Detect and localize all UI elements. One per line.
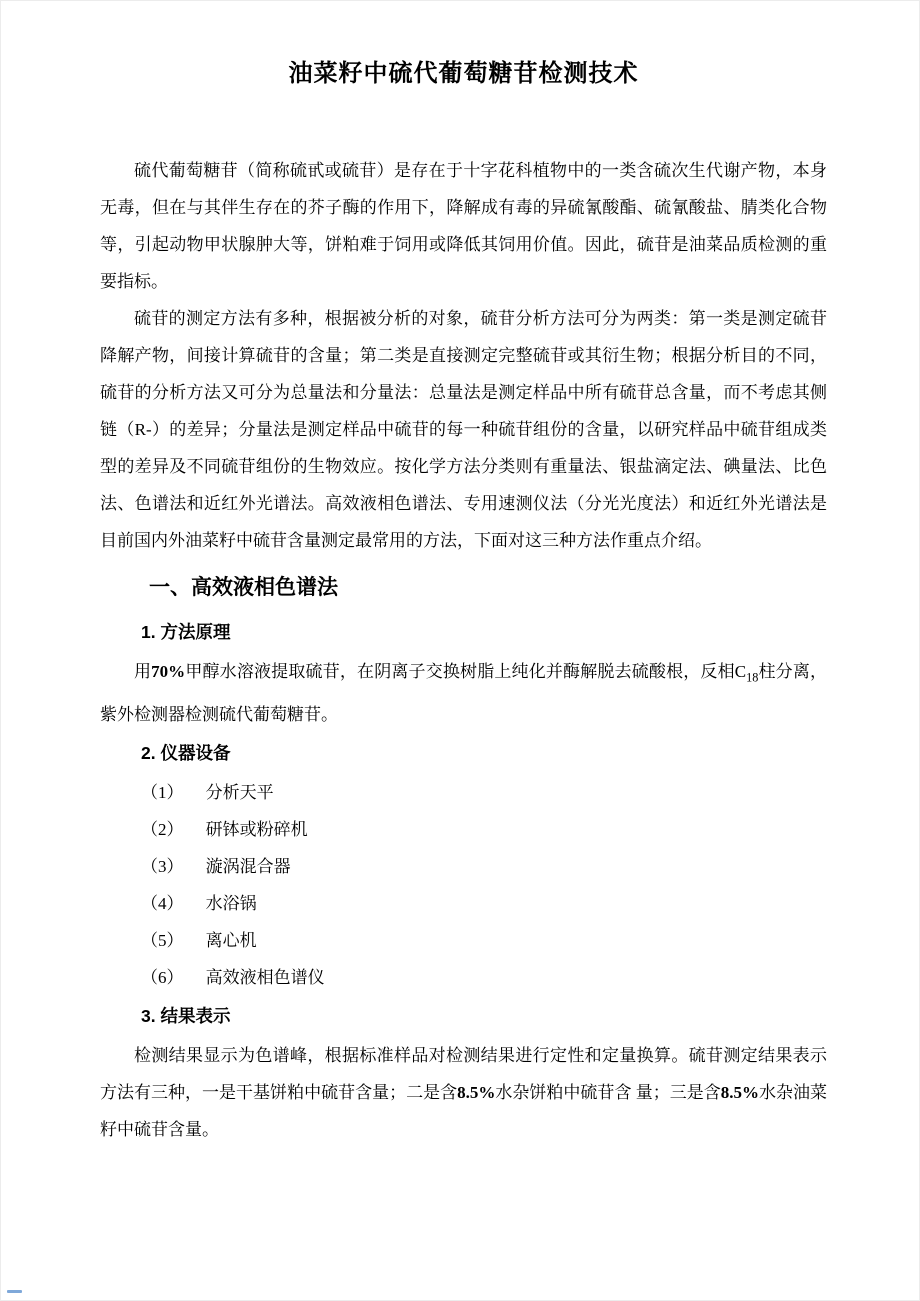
section-heading-hplc: 一、高效液相色谱法 bbox=[149, 576, 338, 599]
c18-subscript: 18 bbox=[746, 670, 759, 685]
list-item bbox=[141, 774, 827, 811]
list-item-label: 分析天平 bbox=[205, 783, 274, 803]
principle-text-run: 用 bbox=[134, 662, 152, 681]
paragraph-intro: 硫代葡萄糖苷（简称硫甙或硫苷）是存在于十字花科植物中的一类含硫次生代谢产物，本身无毒，但在与其伴生存在的芥子酶的作用下，降解成有毒的异硫氰酸酯、硫氰酸盐、腈类化合物等，引起动物甲状腺肿大等，饼粕难于饲用或降低其饲用价值。因此，硫苷是油菜品质检测的重要指标。 bbox=[100, 161, 827, 291]
paragraph-results bbox=[100, 1037, 827, 1148]
principle-percent-value: 70% bbox=[151, 662, 186, 681]
list-item-number: （1） bbox=[141, 783, 184, 803]
list-item-label: 研钵或粉碎机 bbox=[205, 820, 308, 840]
results-percent-value: 8.5% bbox=[720, 1083, 759, 1103]
subheading-equipment: 2. 仪器设备 bbox=[141, 743, 231, 764]
list-item bbox=[141, 885, 827, 922]
page-corner-mark bbox=[7, 1290, 22, 1293]
paragraph-method-principle bbox=[100, 653, 827, 733]
principle-text-run: 柱分离，紫外检测器检测硫代葡萄糖苷。 bbox=[100, 662, 828, 725]
results-text-run: 水杂油菜籽中硫苷含量。 bbox=[100, 1083, 828, 1140]
list-item bbox=[141, 848, 827, 885]
list-item-label: 水浴锅 bbox=[205, 894, 257, 914]
results-text-run: 检测结果显示为色谱峰，根据标准样品对检测结果进行定性和定量换算。硫苷测定结果表示方法有三种，一是干基饼粕中硫苷含量；二是含 bbox=[100, 1046, 827, 1103]
list-item bbox=[141, 922, 827, 959]
list-item-number: （2） bbox=[141, 820, 184, 840]
results-percent-value: 8.5% bbox=[457, 1083, 496, 1103]
list-item-number: （3） bbox=[141, 857, 184, 877]
list-item-label: 高效液相色谱仪 bbox=[205, 968, 325, 988]
list-item-number: （6） bbox=[141, 968, 184, 988]
list-item bbox=[141, 959, 827, 996]
list-item bbox=[141, 811, 827, 848]
list-item-number: （4） bbox=[141, 894, 184, 914]
paragraph-methods-overview: 硫苷的测定方法有多种，根据被分析的对象，硫苷分析方法可分为两类：第一类是测定硫苷降解产物，间接计算硫苷的含量；第二类是直接测定完整硫苷或其衍生物；根据分析目的不同，硫苷的分析方法又可分为总量法和分量法：总量法是测定样品中所有硫苷总含量，而不考虑其侧链（R-）的差异；分量法是测定样品中硫苷的每一种硫苷组份的含量，以研究样品中硫苷组成类型的差异及不同硫苷组份的生物效应。按化学方法分类则有重量法、银盐滴定法、碘量法、比色法、色谱法和近红外光谱法。高效液相色谱法、专用速测仪法（分光光度法）和近红外光谱法是目前国内外油菜籽中硫苷含量测定最常用的方法，下面对这三种方法作重点介绍。 bbox=[100, 309, 827, 550]
principle-text-run: 甲醇水溶液提取硫苷，在阴离子交换树脂上纯化并酶解脱去硫酸根，反相 bbox=[185, 662, 735, 681]
subheading-results: 3. 结果表示 bbox=[141, 1006, 231, 1027]
list-item-label: 离心机 bbox=[205, 931, 257, 951]
document-title: 油菜籽中硫代葡萄糖苷检测技术 bbox=[288, 60, 639, 87]
c18-column-symbol: C bbox=[734, 662, 747, 681]
equipment-list bbox=[100, 774, 827, 996]
results-text-run: 水杂饼粕中硫苷含 量；三是含 bbox=[495, 1083, 721, 1103]
list-item-label: 漩涡混合器 bbox=[205, 857, 291, 877]
list-item-number: （5） bbox=[141, 931, 184, 951]
subheading-method-principle: 1. 方法原理 bbox=[141, 622, 231, 642]
